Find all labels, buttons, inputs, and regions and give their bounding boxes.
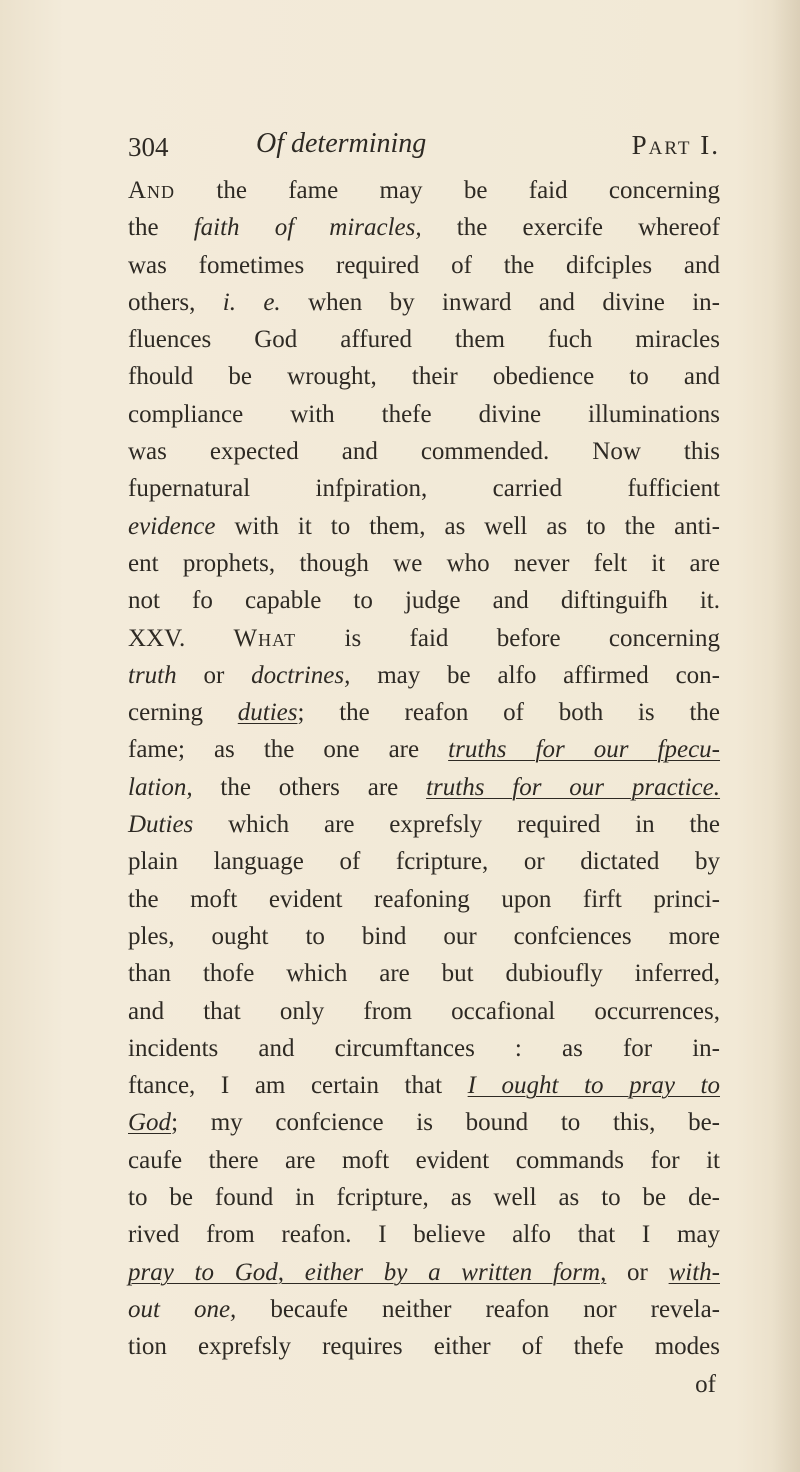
text-line <box>128 806 720 843</box>
page-edge-shadow <box>772 0 800 1472</box>
italic-phrase: duties <box>237 699 298 727</box>
text-line <box>128 209 720 246</box>
text-segment: when by inward and divine in- <box>280 288 720 316</box>
text-line <box>128 1030 720 1067</box>
italic-phrase: truth <box>128 661 177 689</box>
text-line <box>128 582 720 619</box>
text-line <box>128 358 720 395</box>
italic-phrase: faith of miracles, <box>193 214 422 242</box>
text-line <box>128 284 720 321</box>
italic-phrase: evidence <box>128 512 216 540</box>
italic-phrase: truths for our practice. <box>426 773 721 801</box>
text-segment: was expected and commended. Now this <box>128 438 720 466</box>
text-segment: ples, ought to bind our confciences more <box>128 922 720 950</box>
text-segment: or <box>606 1258 669 1286</box>
text-line <box>128 1328 720 1365</box>
italic-phrase: doctrines, <box>251 661 351 689</box>
text-segment: fupernatural infpiration, carried fufficient <box>128 475 720 503</box>
text-line <box>128 247 720 284</box>
text-segment: ftance, I am certain that <box>128 1072 468 1100</box>
running-title: Of determining <box>256 128 427 159</box>
italic-phrase: pray to God, either by a written form, <box>128 1258 607 1286</box>
text-line <box>128 1366 720 1403</box>
text-line <box>128 396 720 433</box>
text-segment: rived from reafon. I believe alfo that I may <box>128 1221 720 1249</box>
text-segment: fluences God affured them fuch miracles <box>128 326 720 354</box>
text-segment: the <box>128 214 194 242</box>
text-segment: not fo capable to judge and diftinguifh it. <box>128 587 720 615</box>
italic-phrase: truths for our fpecu- <box>448 736 721 764</box>
text-line <box>128 433 720 470</box>
text-segment: to be found in fcripture, as well as to be de- <box>128 1184 720 1212</box>
text-line <box>128 881 720 918</box>
italic-phrase: out one, <box>128 1295 237 1323</box>
italic-phrase: God <box>128 1109 172 1137</box>
text-segment: was fometimes required of the difciples and <box>128 251 720 279</box>
text-line <box>128 620 720 657</box>
text-segment: than thofe which are but dubioufly inferred, <box>128 960 720 988</box>
text-line <box>128 1067 720 1104</box>
text-line <box>128 508 720 545</box>
text-segment: of <box>695 1370 716 1398</box>
text-segment: which are exprefsly required in the <box>193 811 720 839</box>
text-line <box>128 470 720 507</box>
text-line <box>128 1254 720 1291</box>
text-segment: the moft evident reafoning upon firft princi- <box>128 885 720 913</box>
text-segment: and that only from occafional occurrences, <box>128 997 720 1025</box>
text-segment: the exercife whereof <box>421 214 721 242</box>
text-segment: is faid before concerning <box>296 624 720 652</box>
text-line <box>128 1142 720 1179</box>
text-segment: tion exprefsly requires either of thefe modes <box>128 1333 720 1361</box>
text-line <box>128 918 720 955</box>
small-caps-word: What <box>233 624 297 652</box>
text-line <box>128 657 720 694</box>
text-line <box>128 1216 720 1253</box>
text-line <box>128 321 720 358</box>
text-segment: becaufe neither reafon nor revela- <box>236 1295 721 1323</box>
text-line <box>128 1179 720 1216</box>
text-line <box>128 1291 720 1328</box>
small-caps-word: And <box>128 177 176 204</box>
text-segment: fame; as the one are <box>128 736 449 764</box>
text-line <box>128 172 720 209</box>
text-segment: incidents and circumftances : as for in- <box>128 1034 720 1062</box>
text-line <box>128 843 720 880</box>
italic-phrase: Duties <box>128 811 194 839</box>
italic-phrase: with- <box>668 1258 720 1286</box>
part-label: Part I. <box>631 130 720 160</box>
text-line <box>128 955 720 992</box>
text-line <box>128 731 720 768</box>
text-segment: ent prophets, though we who never felt it are <box>128 549 720 577</box>
text-segment: caufe there are moft evident commands for it <box>128 1146 720 1174</box>
body-text <box>128 172 720 1403</box>
italic-phrase: i. e. <box>222 288 281 316</box>
text-segment: XXV. <box>128 624 234 652</box>
text-segment: fhould be wrought, their obedience to and <box>128 363 720 391</box>
text-segment: cerning <box>128 699 238 727</box>
text-line <box>128 545 720 582</box>
running-header <box>128 128 720 170</box>
text-segment: ; the reafon of both is the <box>297 699 720 727</box>
text-segment: others, <box>128 288 223 316</box>
text-segment: may be alfo affirmed con- <box>350 661 720 689</box>
text-segment: compliance with thefe divine illuminations <box>128 400 720 428</box>
text-segment: with it to them, as well as to the anti- <box>215 512 720 540</box>
text-segment: the fame may be faid concerning <box>175 177 720 204</box>
text-segment: or <box>176 661 252 689</box>
page-number: 304 <box>128 132 169 162</box>
text-line <box>128 993 720 1030</box>
text-segment: plain language of fcripture, or dictated by <box>128 848 720 876</box>
italic-phrase: I ought to pray to <box>467 1072 720 1100</box>
text-segment: ; my confcience is bound to this, be- <box>171 1109 720 1137</box>
text-line <box>128 769 720 806</box>
italic-phrase: lation, <box>128 773 193 801</box>
text-segment: the others are <box>192 773 427 801</box>
text-line <box>128 1104 720 1141</box>
text-line <box>128 694 720 731</box>
